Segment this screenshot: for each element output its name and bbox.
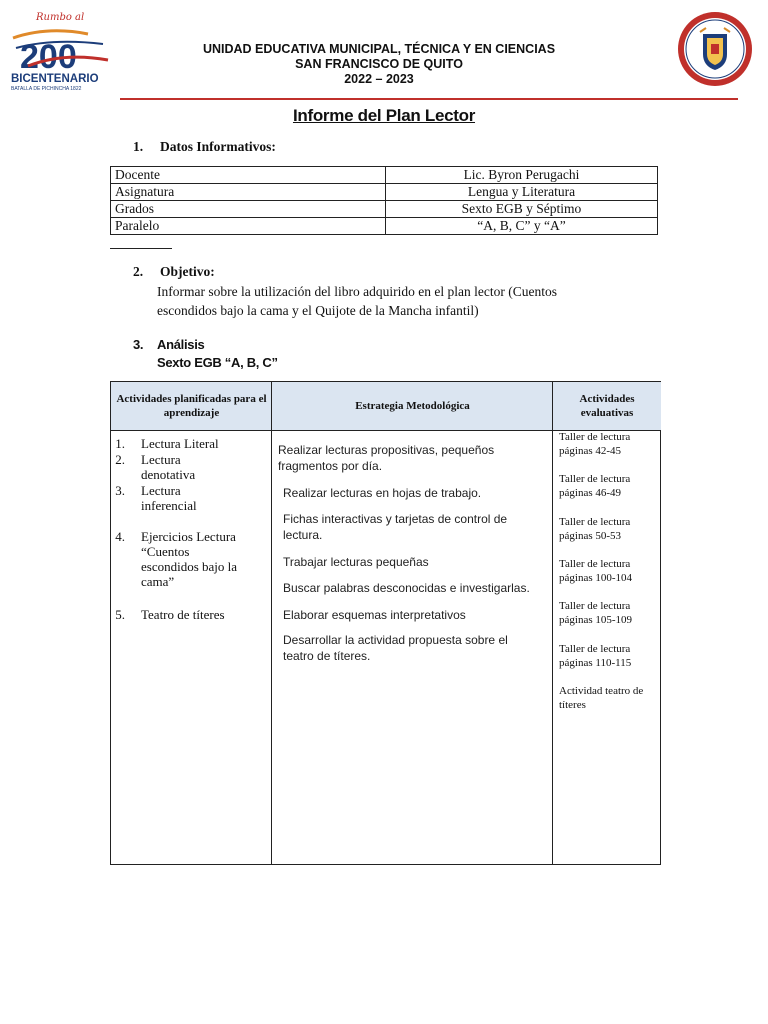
strategy-item: Buscar palabras desconocidas e investigarlas. <box>283 581 530 595</box>
evaluation-item: Taller de lectura páginas 42-45 <box>559 431 631 457</box>
logo-number: 200 <box>20 38 77 76</box>
list-item <box>115 607 269 622</box>
item-text: Ejercicios Lectura “Cuentos escondidos bajo la cama” <box>141 529 238 589</box>
strategy-item: Elaborar esquemas interpretativos <box>283 608 466 622</box>
info-label: Docente <box>111 167 386 184</box>
section2-number: 2. <box>133 264 144 279</box>
header-activities: Actividades planificadas para el aprendizaje <box>111 382 272 430</box>
evaluation-item: Taller de lectura páginas 46-49 <box>559 473 631 499</box>
column-divider <box>271 382 272 864</box>
list-item <box>115 529 249 589</box>
item-text: Lectura inferencial <box>141 483 197 513</box>
info-value: Lengua y Literatura <box>386 184 658 201</box>
strategy-item: Realizar lecturas propositivas, pequeños fragmentos por día. <box>278 443 495 473</box>
evaluation-item: Taller de lectura páginas 100-104 <box>559 558 633 584</box>
list-item <box>115 452 211 482</box>
table-row <box>111 201 658 218</box>
header-strategy: Estrategia Metodológica <box>272 382 553 430</box>
item-number: 3. <box>115 483 125 498</box>
objective-text <box>157 282 637 320</box>
table-row <box>111 218 658 235</box>
item-text: Teatro de títeres <box>141 607 225 622</box>
evaluation-item: Taller de lectura páginas 105-109 <box>559 600 633 626</box>
info-value: Sexto EGB y Séptimo <box>386 201 658 218</box>
page-title: Informe del Plan Lector <box>292 106 476 125</box>
strategy-item: Realizar lecturas en hojas de trabajo. <box>283 486 482 500</box>
section3-title: Análisis <box>157 337 205 352</box>
section1-title: Datos Informativos: <box>160 139 276 154</box>
info-value: “A, B, C” y “A” <box>386 218 658 235</box>
school-header <box>174 42 584 87</box>
info-label: Grados <box>111 201 386 218</box>
strategy-item: Trabajar lecturas pequeñas <box>283 555 429 569</box>
logo-subtitle: BATALLA DE PICHINCHA 1822 <box>11 86 82 92</box>
list-item <box>115 483 211 513</box>
school-name-line1: UNIDAD EDUCATIVA MUNICIPAL, TÉCNICA Y EN CIENCIAS <box>202 42 556 56</box>
header-divider <box>120 98 738 100</box>
section3-number: 3. <box>133 337 144 352</box>
school-seal-icon <box>676 10 754 88</box>
section2-heading <box>133 264 215 280</box>
section2-title: Objetivo: <box>160 264 215 279</box>
evaluation-item: Actividad teatro de títeres <box>559 685 644 711</box>
info-label: Paralelo <box>111 218 386 235</box>
section3-heading <box>133 337 204 352</box>
item-text: Lectura denotativa <box>141 452 196 482</box>
logo-script-text: Rumbo al <box>36 12 85 23</box>
item-number: 4. <box>115 529 125 544</box>
divider <box>110 248 172 249</box>
evaluation-item: Taller de lectura páginas 110-115 <box>559 643 632 669</box>
section1-number: 1. <box>133 139 144 154</box>
info-value: Lic. Byron Perugachi <box>386 167 658 184</box>
objective-line: escondidos bajo la cama y el Quijote de la Mancha infantil) <box>157 303 479 318</box>
table-row <box>111 167 658 184</box>
evaluation-item: Taller de lectura páginas 50-53 <box>559 516 631 542</box>
info-label: Asignatura <box>111 184 386 201</box>
item-number: 1. <box>115 436 125 451</box>
strategy-item: Fichas interactivas y tarjetas de control de lectura. <box>283 512 508 542</box>
item-text: Lectura Literal <box>141 436 219 451</box>
logo-name: BICENTENARIO <box>11 73 99 85</box>
bicentenario-logo <box>8 8 118 92</box>
section1-heading <box>133 139 276 155</box>
school-name-line2: SAN FRANCISCO DE QUITO <box>295 57 463 71</box>
school-years: 2022 – 2023 <box>344 72 414 86</box>
table-row <box>111 184 658 201</box>
section3-subtitle: Sexto EGB “A, B, C” <box>157 355 278 370</box>
info-table <box>110 166 658 235</box>
header-evaluations: Actividades evaluativas <box>553 382 661 430</box>
column-divider <box>552 382 553 864</box>
strategy-item: Desarrollar la actividad propuesta sobre el teatro de títeres. <box>283 633 508 663</box>
item-number: 2. <box>115 452 125 467</box>
objective-line: Informar sobre la utilización del libro adquirido en el plan lector (Cuentos <box>157 284 557 299</box>
list-item <box>115 436 269 451</box>
analysis-table <box>110 381 661 865</box>
item-number: 5. <box>115 607 125 622</box>
